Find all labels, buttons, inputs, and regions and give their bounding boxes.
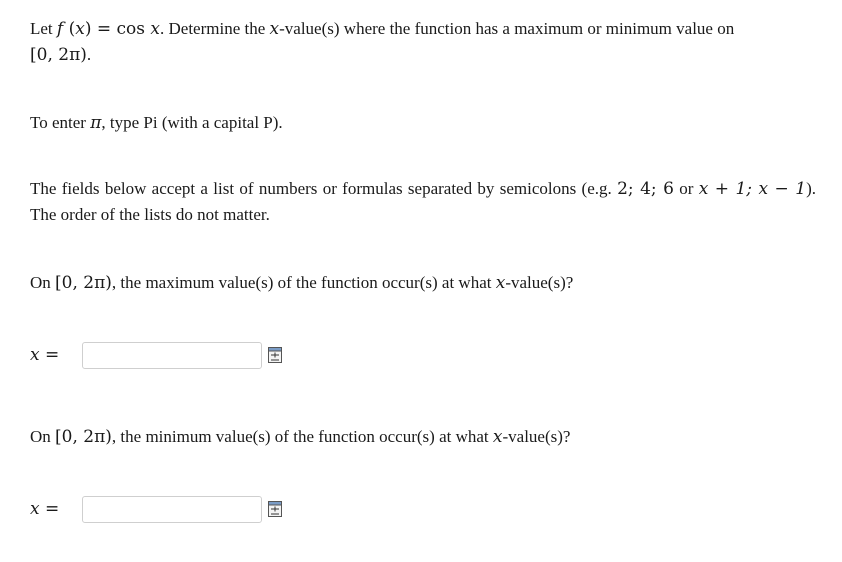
question-max-tail: -value(s)? (505, 273, 574, 292)
question-min-x-variable: x (492, 427, 503, 447)
problem-middle-text: . Determine the (160, 19, 270, 38)
question-min-interval: [0, 2π) (55, 427, 112, 447)
problem-statement (30, 16, 820, 68)
problem-end: . (86, 45, 92, 64)
function-paren-open: ( (63, 19, 76, 39)
problem-x-variable: x (269, 19, 280, 39)
cos-operator: cos (116, 19, 146, 39)
question-min-tail: -value(s)? (502, 427, 571, 446)
equation-editor-icon[interactable] (268, 501, 282, 517)
function-paren-close: ) = (84, 19, 117, 39)
answer-max-input[interactable] (82, 342, 262, 369)
question-max-lead: On (30, 273, 56, 292)
fields-text-1: The fields below accept a list of numbers or formulas separated by semicolons (e.g. (30, 179, 618, 198)
equation-editor-icon[interactable] (268, 347, 282, 363)
pi-entry-hint (30, 110, 820, 136)
function-name: f (56, 19, 64, 39)
problem-lead: Let (30, 19, 57, 38)
answer-row-minimum (30, 495, 282, 523)
question-max-middle: , the maximum value(s) of the function occur(s) at what (111, 273, 496, 292)
problem-interval: [0, 2π) (30, 45, 87, 65)
answer-row-maximum (30, 341, 282, 369)
answer-min-input[interactable] (82, 496, 262, 523)
fields-or: or (673, 179, 699, 198)
cos-argument: x (145, 19, 161, 39)
question-maximum (30, 270, 820, 296)
problem-tail-text: -value(s) where the function has a maximum or minimum value on (279, 19, 735, 38)
fields-example-1: 2; 4; 6 (617, 179, 674, 199)
question-max-interval: [0, 2π) (55, 273, 112, 293)
answer-max-label: x = (30, 345, 60, 365)
hint-pi-symbol: π (90, 113, 102, 133)
question-max-x-variable: x (495, 273, 506, 293)
fields-example-2: x + 1; x − 1 (698, 179, 807, 199)
fields-text-2: ). The order of the lists do not matter. (30, 179, 816, 224)
question-min-lead: On (30, 427, 56, 446)
fields-instructions (30, 176, 816, 228)
question-min-middle: , the minimum value(s) of the function occur(s) at what (111, 427, 493, 446)
question-minimum (30, 424, 820, 450)
hint-lead: To enter (30, 113, 91, 132)
answer-min-label: x = (30, 499, 60, 519)
function-argument: x (75, 19, 85, 39)
hint-tail: , type Pi (with a capital P). (101, 113, 283, 132)
